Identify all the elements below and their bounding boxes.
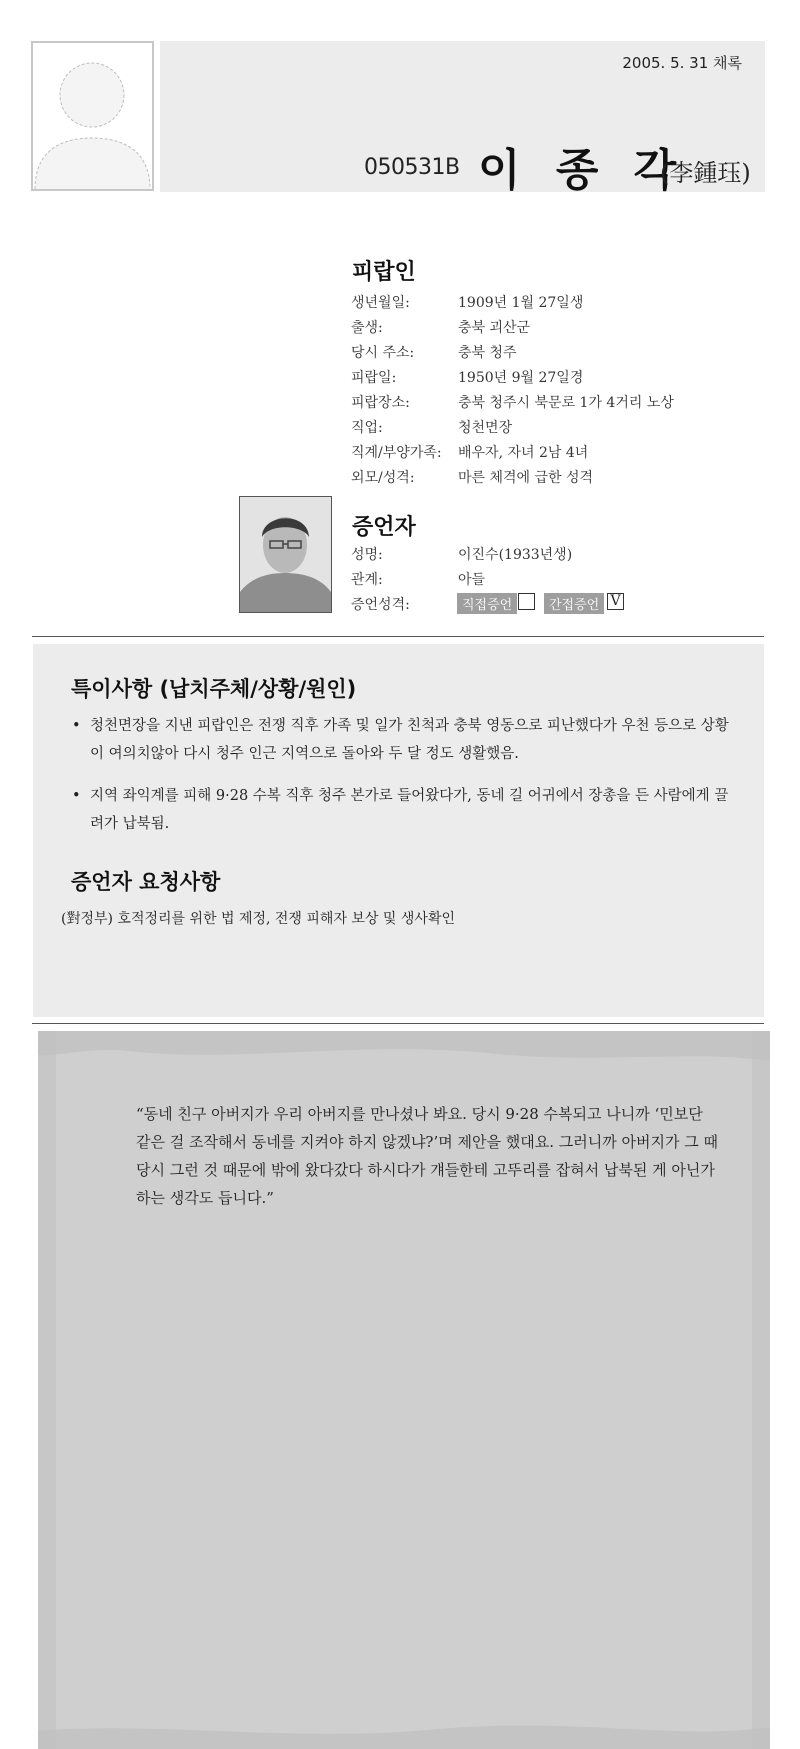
kv-label: 직계/부양가족: bbox=[351, 445, 442, 461]
kv-value: 1909년 1월 27일생 bbox=[458, 295, 584, 311]
testimony-nature-label: 증언성격: bbox=[351, 597, 410, 613]
section-divider bbox=[32, 636, 764, 637]
indirect-testimony-checkbox: V bbox=[607, 593, 624, 610]
kv-value: 청천면장 bbox=[458, 420, 513, 436]
bullet-icon: • bbox=[72, 718, 81, 734]
kv-value: 아들 bbox=[458, 572, 486, 588]
indirect-testimony-tag: 간접증언 bbox=[544, 593, 604, 614]
section-divider bbox=[32, 1023, 764, 1024]
abductee-name-hanja: (李鍾珏) bbox=[660, 159, 751, 187]
person-silhouette-icon bbox=[33, 43, 152, 189]
kv-value: 충북 청주시 북문로 1가 4거리 노상 bbox=[458, 395, 674, 411]
list-item bbox=[70, 712, 740, 768]
kv-value: 충북 청주 bbox=[458, 345, 517, 361]
kv-label: 외모/성격: bbox=[351, 470, 415, 486]
kv-value: 배우자, 자녀 2남 4녀 bbox=[458, 445, 589, 461]
list-item-text: 지역 좌익계를 피해 9·28 수복 직후 청주 본가로 들어왔다가, 동네 길 어귀에서 장총을 든 사람에게 끌려가 납북됨. bbox=[90, 788, 729, 832]
kv-label: 피랍장소: bbox=[351, 395, 410, 411]
abductee-section-title: 피랍인 bbox=[352, 260, 416, 285]
list-item bbox=[70, 782, 740, 838]
notes-list bbox=[70, 712, 740, 852]
kv-label: 피랍일: bbox=[351, 370, 397, 386]
document-id: 050531B bbox=[364, 155, 460, 180]
abductee-photo-placeholder bbox=[31, 41, 154, 191]
kv-value: 충북 괴산군 bbox=[458, 320, 531, 336]
direct-testimony-checkbox bbox=[518, 593, 535, 610]
kv-label: 성명: bbox=[351, 547, 383, 563]
abductee-name: 이 종 각 bbox=[478, 145, 687, 196]
request-title: 증언자 요청사항 bbox=[71, 870, 221, 894]
direct-testimony-tag: 직접증언 bbox=[457, 593, 517, 614]
kv-label: 관계: bbox=[351, 572, 383, 588]
witness-section-title: 증언자 bbox=[352, 515, 416, 540]
record-date: 2005. 5. 31 채록 bbox=[622, 54, 742, 72]
kv-value: 마른 체격에 급한 성격 bbox=[458, 470, 594, 486]
kv-value: 1950년 9월 27일경 bbox=[458, 370, 584, 386]
notes-title: 특이사항 (납치주체/상황/원인) bbox=[71, 677, 357, 701]
witness-photo bbox=[239, 496, 332, 613]
witness-portrait-image bbox=[240, 497, 331, 612]
kv-label: 출생: bbox=[351, 320, 383, 336]
kv-label: 생년월일: bbox=[351, 295, 410, 311]
list-item-text: 청천면장을 지낸 피랍인은 전쟁 직후 가족 및 일가 친척과 충북 영동으로 피난했다가 우천 등으로 상황이 여의치않아 다시 청주 인근 지역으로 돌아와 두 달 정도 생활했음. bbox=[90, 718, 729, 762]
request-text: (對정부) 호적정리를 위한 법 제정, 전쟁 피해자 보상 및 생사확인 bbox=[61, 911, 456, 927]
kv-value: 이진수(1933년생) bbox=[458, 547, 573, 563]
testimony-quote: “동네 친구 아버지가 우리 아버지를 만나셨나 봐요. 당시 9·28 수복되고 나니까 ‘민보단 같은 걸 조작해서 동네를 지켜야 하지 않겠냐?’며 제안을 했대요. 그러니까 아버지가 그 때 당시 그런 것 때문에 밖에 왔다갔다 하시다가 걔들한테 고뚜리를 잡혀서 납북된 게 아닌가 하는 생각도 듭니다.” bbox=[136, 1105, 718, 1207]
kv-label: 당시 주소: bbox=[351, 345, 415, 361]
bullet-icon: • bbox=[72, 788, 81, 804]
kv-label: 직업: bbox=[351, 420, 383, 436]
